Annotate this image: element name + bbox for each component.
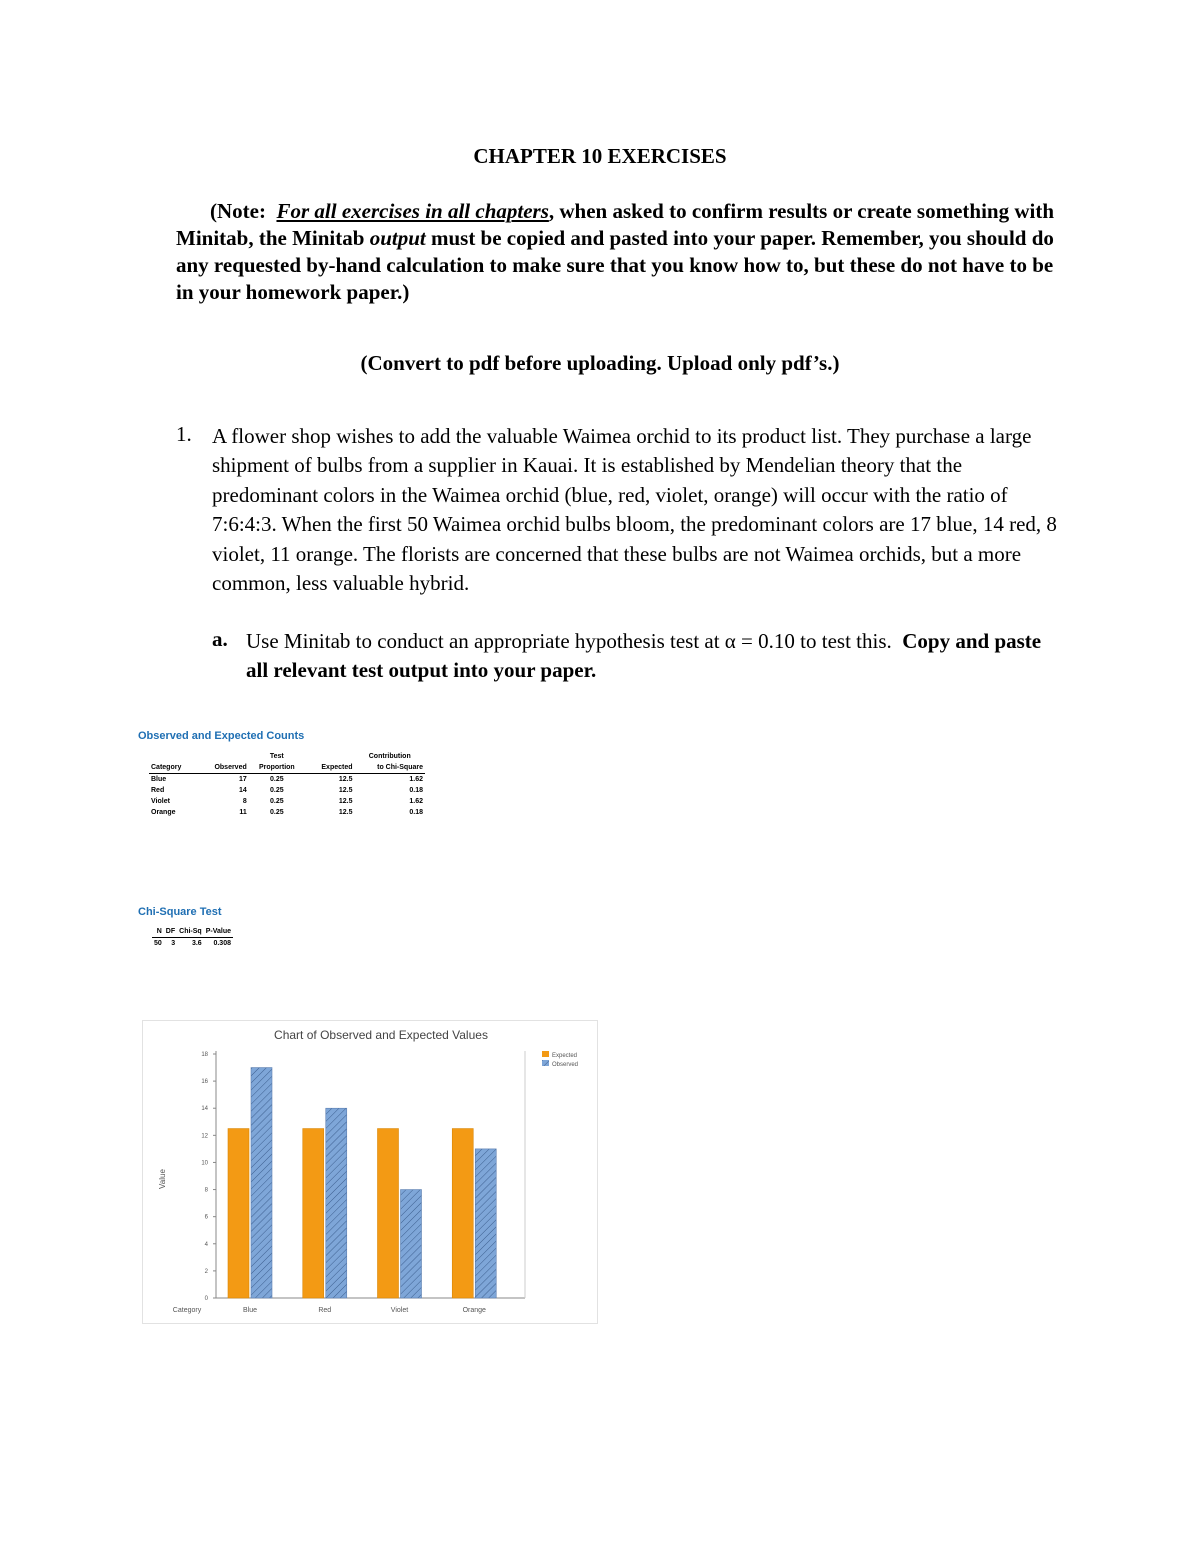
legend-swatch-observed [542,1060,549,1066]
bar-expected-violet [378,1129,399,1298]
y-tick-label: 14 [201,1106,208,1113]
x-tick-label: Violet [390,1307,409,1314]
x-tick-label: Blue [242,1307,258,1314]
bar-expected-red [303,1129,324,1298]
convert-note: (Convert to pdf before uploading. Upload only pdf’s.) [360,351,840,375]
bar-observed-blue [251,1068,272,1298]
y-tick-label: 18 [201,1052,208,1058]
table-row: Blue 17 0.25 12.5 1.62 [151,776,423,783]
bar-observed-red [326,1108,347,1298]
page-title: CHAPTER 10 EXERCISES [473,144,727,168]
x-tick-label: Orange [462,1307,486,1314]
col-category: Category [149,762,198,774]
legend-label-expected: Expected [552,1053,578,1059]
note-output-word: output [369,226,426,250]
x-axis-label: Category [172,1307,202,1314]
legend-swatch-expected [542,1051,549,1057]
y-tick-label: 16 [201,1079,208,1086]
y-tick-label: 10 [201,1160,208,1167]
observed-expected-title: Observed and Expected Counts [138,730,305,742]
col-contribution: to Chi-Square [355,762,425,774]
question-text: A flower shop wishes to add the valuable Waimea orchid to its product list. They purchase a large shipment of bulbs from a supplier in Kauai. It is established by Mendelian theory that the predominant colors in the Waimea orchid (blue, red, violet, orange) will occur with the ratio of 7:6:4:3. When the first 50 Waimea orchid bulbs bloom, the predominant colors are 17 blue, 14 red, 8 violet, 11 orange. The florists are concerned that these bulbs are not Waimea orchids, but a more common, less valuable hybrid. [212,424,1057,596]
part-a-bold-instruction: Copy and paste all relevant test output into your paper. [246,629,1042,683]
legend-label-observed: Observed [552,1062,579,1068]
col-n: N [152,926,164,938]
y-tick-label: 0 [204,1296,208,1302]
bar-expected-orange [452,1129,473,1298]
note-emphasis: For all exercises in all chapters [276,199,549,223]
bar-expected-blue [228,1129,249,1298]
note-part2: must be copied and pasted into your paper. Remember, you should do any requested by-hand calculation to make sure that you know how to, but these do not have to be in your homework paper.) [176,226,1054,304]
bar-observed-orange [475,1149,496,1298]
observed-expected-table [149,751,425,818]
y-tick-label: 8 [204,1187,208,1194]
part-a-letter: a. [212,627,228,651]
question-number: 1. [176,422,192,446]
header-top-test: Test [269,753,284,760]
table-row: Red 14 0.25 12.5 0.18 [151,787,423,794]
y-tick-label: 4 [204,1241,208,1248]
chi-square-table [152,926,233,949]
chi-square-title: Chi-Square Test [138,906,222,918]
col-chisq: Chi-Sq [177,926,204,938]
y-tick-label: 2 [204,1268,208,1275]
x-tick-label: Red [318,1307,332,1314]
col-df: DF [164,926,177,938]
part-a-text: Use Minitab to conduct an appropriate hypothesis test at α = 0.10 to test this. Copy and paste all relevant test output into your paper. [246,629,1042,683]
chart-frame [142,1020,598,1324]
bar-chart [143,1021,597,1323]
col-expected: Expected [305,762,355,774]
y-tick-label: 12 [201,1133,208,1140]
instructions-note [176,198,1056,306]
table-row: 50 3 3.6 0.308 [154,940,231,947]
table-row: Violet 8 0.25 12.5 1.62 [151,798,423,805]
col-observed: Observed [198,762,249,774]
note-open: (Note: [210,199,266,223]
y-axis-label: Value [158,1169,167,1189]
note-part1: , when asked to confirm results or create something with Minitab, the Minitab [176,199,1055,250]
table-row: Orange 11 0.25 12.5 0.18 [151,809,423,816]
header-top-contribution: Contribution [368,753,411,760]
y-tick-label: 6 [204,1214,208,1221]
chart-title: Chart of Observed and Expected Values [274,1028,488,1042]
col-pvalue: P-Value [204,926,233,938]
bar-observed-violet [401,1190,422,1298]
col-proportion: Proportion [249,762,305,774]
